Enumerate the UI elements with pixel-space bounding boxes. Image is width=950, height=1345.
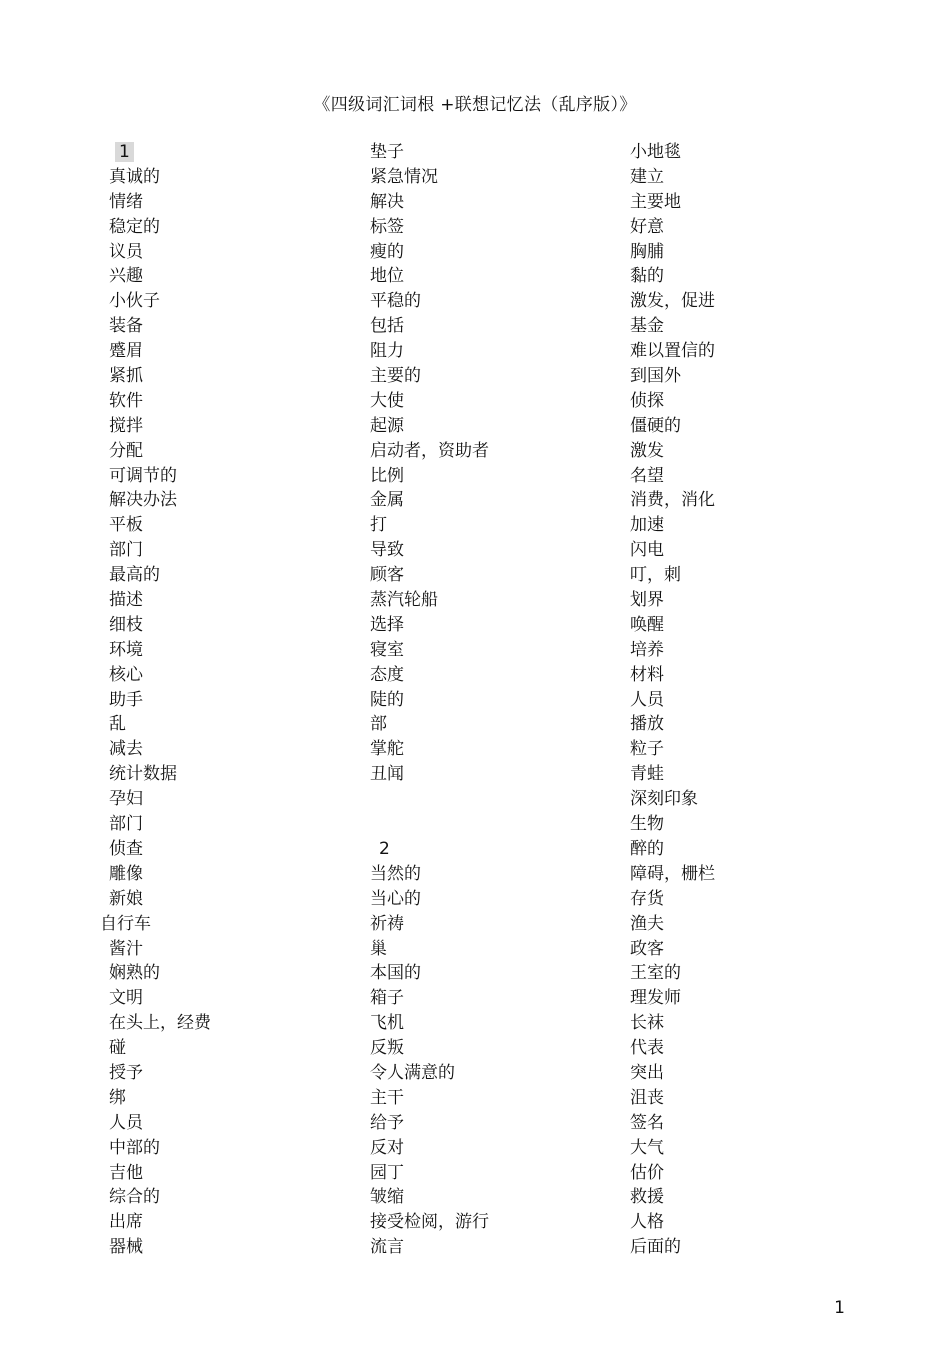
- word-entry: 比例: [370, 465, 404, 486]
- word-entry: 渔夫: [630, 913, 664, 934]
- word-entry: 孕妇: [109, 789, 143, 810]
- word-entry: 沮丧: [630, 1087, 664, 1108]
- word-entry: 部门: [109, 540, 143, 561]
- word-entry: 到国外: [630, 366, 681, 387]
- word-entry: 人员: [109, 1112, 143, 1133]
- word-entry: 环境: [109, 639, 143, 660]
- word-entry: 起源: [370, 415, 404, 436]
- word-entry: 胸脯: [630, 241, 664, 262]
- word-entry: 祈祷: [370, 913, 404, 934]
- word-entry: 闪电: [630, 540, 664, 561]
- word-entry: 估价: [630, 1162, 664, 1183]
- word-entry: 主要地: [630, 191, 681, 212]
- word-entry: 划界: [630, 590, 664, 611]
- word-entry: 吉他: [109, 1162, 143, 1183]
- word-entry: 给予: [370, 1112, 404, 1133]
- word-entry: 蒸汽轮船: [370, 590, 438, 611]
- word-entry: 飞机: [370, 1013, 404, 1034]
- word-entry: 雕像: [109, 863, 143, 884]
- word-entry: 醉的: [630, 838, 664, 859]
- word-entry: 名望: [630, 465, 664, 486]
- word-entry: 选择: [370, 614, 404, 635]
- word-entry: 园丁: [370, 1162, 404, 1183]
- word-entry: 侦探: [630, 390, 664, 411]
- word-entry: 平板: [109, 515, 143, 536]
- word-entry: 统计数据: [109, 764, 177, 785]
- word-entry: 反叛: [370, 1038, 404, 1059]
- word-entry: 装备: [109, 316, 143, 337]
- section-number: 1: [115, 142, 134, 162]
- word-entry: 本国的: [370, 963, 421, 984]
- word-entry: 酱汁: [109, 938, 143, 959]
- word-entry: 主要的: [370, 366, 421, 387]
- word-entry: 最高的: [109, 565, 160, 586]
- word-entry: 综合的: [109, 1187, 160, 1208]
- vocab-column-2: [370, 140, 489, 1260]
- word-entry: 当心的: [370, 888, 421, 909]
- word-entry: 障碍，栅栏: [630, 863, 715, 884]
- spacer: [370, 812, 489, 837]
- section-marker-2: [370, 837, 489, 862]
- word-entry: 大使: [370, 390, 404, 411]
- word-entry: 描述: [109, 590, 143, 611]
- word-entry: 长袜: [630, 1013, 664, 1034]
- word-entry: 主干: [370, 1087, 404, 1108]
- word-entry: 解决办法: [109, 490, 177, 511]
- word-entry: 平稳的: [370, 291, 421, 312]
- word-entry: 软件: [109, 390, 143, 411]
- word-entry: 皱缩: [370, 1187, 404, 1208]
- word-entry: 基金: [630, 316, 664, 337]
- word-entry: 紧抓: [109, 366, 143, 387]
- word-entry: 生物: [630, 814, 664, 835]
- word-entry: 粒子: [630, 739, 664, 760]
- vocab-column-1: [100, 140, 211, 1260]
- word-entry: 掌舵: [370, 739, 404, 760]
- word-entry: 政客: [630, 938, 664, 959]
- word-entry: 僵硬的: [630, 415, 681, 436]
- word-entry: 激发，促进: [630, 291, 715, 312]
- word-entry: 核心: [109, 664, 143, 685]
- word-entry: 垫子: [370, 142, 404, 162]
- word-entry: 标签: [370, 216, 404, 237]
- word-entry: 材料: [630, 664, 664, 685]
- word-entry: 人员: [630, 689, 664, 710]
- word-entry: 蹙眉: [109, 341, 143, 362]
- word-entry: 接受检阅，游行: [370, 1212, 489, 1233]
- word-entry: 侦查: [109, 838, 143, 859]
- word-entry: 搅拌: [109, 415, 143, 436]
- vocab-column-3: [630, 140, 715, 1260]
- word-entry: 兴趣: [109, 266, 143, 287]
- word-entry: 唤醒: [630, 614, 664, 635]
- word-entry: 文明: [109, 988, 143, 1009]
- word-entry: 激发: [630, 440, 664, 461]
- word-entry: 碰: [109, 1038, 126, 1059]
- word-entry: 播放: [630, 714, 664, 735]
- word-entry: 可调节的: [109, 465, 177, 486]
- word-entry: 王室的: [630, 963, 681, 984]
- word-entry: 大气: [630, 1137, 664, 1158]
- word-entry: 理发师: [630, 988, 681, 1009]
- word-entry: 细枝: [109, 614, 143, 635]
- word-entry: 部门: [109, 814, 143, 835]
- word-entry: 分配: [109, 440, 143, 461]
- word-entry: 后面的: [630, 1237, 681, 1258]
- word-entry: 当然的: [370, 863, 421, 884]
- word-entry: 签名: [630, 1112, 664, 1133]
- word-entry: 助手: [109, 689, 143, 710]
- word-entry: 消费，消化: [630, 490, 715, 511]
- word-entry: 娴熟的: [109, 963, 160, 984]
- word-entry: 存货: [630, 888, 664, 909]
- word-entry: 建立: [630, 166, 664, 187]
- word-entry: 加速: [630, 515, 664, 536]
- spacer: [370, 787, 489, 812]
- word-entry: 小伙子: [109, 291, 160, 312]
- word-entry: 瘦的: [370, 241, 404, 262]
- word-entry: 阻力: [370, 341, 404, 362]
- word-entry: 议员: [109, 241, 143, 262]
- word-entry: 稳定的: [109, 216, 160, 237]
- word-entry: 减去: [109, 739, 143, 760]
- section-marker-1: [109, 140, 211, 165]
- word-entry: 培养: [630, 639, 664, 660]
- word-entry: 青蛙: [630, 764, 664, 785]
- word-entry: 突出: [630, 1062, 664, 1083]
- word-entry: 黏的: [630, 266, 664, 287]
- word-entry: 救援: [630, 1187, 664, 1208]
- word-entry: 人格: [630, 1212, 664, 1233]
- page-number: 1: [834, 1298, 845, 1318]
- word-entry: 包括: [370, 316, 404, 337]
- word-entry: 态度: [370, 664, 404, 685]
- word-entry: 陡的: [370, 689, 404, 710]
- word-entry: 部: [370, 714, 387, 735]
- word-entry: 真诚的: [109, 166, 160, 187]
- word-entry: 金属: [370, 490, 404, 511]
- word-entry: 箱子: [370, 988, 404, 1009]
- word-entry: 好意: [630, 216, 664, 237]
- word-entry: 巢: [370, 938, 387, 959]
- word-entry: 中部的: [109, 1137, 160, 1158]
- word-entry: 顾客: [370, 565, 404, 586]
- word-entry: 令人满意的: [370, 1062, 455, 1083]
- word-entry: 自行车: [100, 913, 151, 934]
- word-entry: 出席: [109, 1212, 143, 1233]
- word-entry: 情绪: [109, 191, 143, 212]
- word-entry: 地位: [370, 266, 404, 287]
- word-entry: 在头上，经费: [109, 1013, 211, 1034]
- word-entry: 器械: [109, 1237, 143, 1258]
- document-title: 《四级词汇词根 +联想记忆法（乱序版）》: [313, 95, 637, 115]
- word-entry: 紧急情况: [370, 166, 438, 187]
- word-entry: 反对: [370, 1137, 404, 1158]
- word-entry: 小地毯: [630, 142, 681, 162]
- word-entry: 打: [370, 515, 387, 536]
- word-entry: 难以置信的: [630, 341, 715, 362]
- word-entry: 启动者，资助者: [370, 440, 489, 461]
- word-entry: 绑: [109, 1087, 126, 1108]
- section-number: 2: [379, 838, 390, 859]
- word-entry: 乱: [109, 714, 126, 735]
- word-entry: 叮，刺: [630, 565, 681, 586]
- word-entry: 解决: [370, 191, 404, 212]
- word-entry: 丑闻: [370, 764, 404, 785]
- word-entry: 导致: [370, 540, 404, 561]
- word-entry: 授予: [109, 1062, 143, 1083]
- word-entry: 代表: [630, 1038, 664, 1059]
- word-entry: 寝室: [370, 639, 404, 660]
- word-entry: 深刻印象: [630, 789, 698, 810]
- word-entry: 流言: [370, 1237, 404, 1258]
- word-entry: 新娘: [109, 888, 143, 909]
